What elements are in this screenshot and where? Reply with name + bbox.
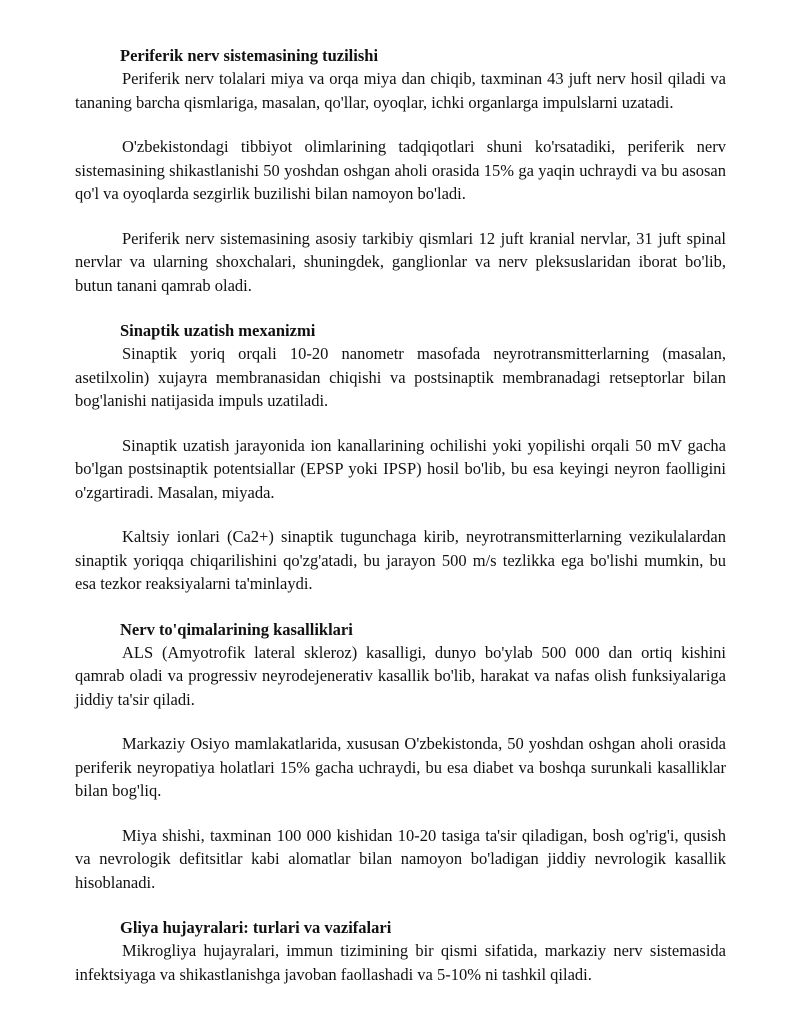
section-synaptic-transmission [75, 319, 726, 596]
section-peripheral-nervous-system [75, 44, 726, 297]
paragraph: Miya shishi, taxminan 100 000 kishidan 10-20 tasiga ta'sir qiladigan, bosh og'rig'i, qusish va nevrologik defitsitlar kabi alomatlar bilan namoyon bo'ladigan jiddiy nevrologik kasallik hisoblanadi. [75, 825, 726, 892]
paragraph: Sinaptik yoriq orqali 10-20 nanometr masofada neyrotransmitterlarning (masalan, asetilxolin) xujayra membranasidan chiqishi va postsinaptik membranadagi retseptorlar bilan bog'lanishi natijasida impuls uzatiladi. [75, 344, 726, 410]
paragraph: Periferik nerv sistemasining asosiy tarkibiy qismlari 12 juft kranial nervlar, 31 juft spinal nervlar va ularning shoxchalari, shuningdek, ganglionlar va nerv pleksuslaridan iborat bo'lib, butun tanani qamrab oladi. [75, 228, 726, 295]
section-heading: Nerv to'qimalarining kasalliklari [120, 619, 353, 639]
paragraph: Kaltsiy ionlari (Ca2+) sinaptik tugunchaga kirib, neyrotransmitterlarning vezikulalardan sinaptik yoriqqa chiqarilishini qo'zg'atadi, bu jarayon 500 m/s tezlikka ega bo'lishi mumkin, bu esa tezkor reaksiyalarni ta'minlaydi. [75, 527, 726, 593]
paragraph: Markaziy Osiyo mamlakatlarida, xususan O'zbekistonda, 50 yoshdan oshgan aholi orasida periferik neyropatiya holatlari 15% gacha uchraydi, bu esa diabet va boshqa surunkali kasalliklar bilan bog'liq. [75, 734, 726, 800]
paragraph: Mikrogliya hujayralari, immun tizimining bir qismi sifatida, markaziy nerv sistemasida infektsiyaga va shikastlanishga javoban faollashadi va 5-10% ni tashkil qiladi. [75, 941, 726, 984]
paragraph: ALS (Amyotrofik lateral skleroz) kasalligi, dunyo bo'ylab 500 000 dan ortiq kishini qamrab oladi va progressiv neyrodejenerativ kasallik bo'lib, harakat va nafas olish funksiyalariga jiddiy ta'sir qiladi. [75, 642, 726, 709]
paragraph: Periferik nerv tolalari miya va orqa miya dan chiqib, taxminan 43 juft nerv hosil qiladi va tananing barcha qismlariga, masalan, qo'llar, oyoqlar, ichki organlarga impulslarni uzatadi. [75, 69, 726, 112]
paragraph: Sinaptik uzatish jarayonida ion kanallarining ochilishi yoki yopilishi orqali 50 mV gacha bo'lgan postsinaptik potentsiallar (EPSP yoki IPSP) hosil bo'lib, bu esa keyingi neyron faolligini o'zgartiradi. Masalan, miyada. [75, 435, 726, 502]
section-heading: Periferik nerv sistemasining tuzilishi [120, 46, 379, 65]
section-heading: Gliya hujayralari: turlari va vazifalari [120, 918, 392, 937]
section-glial-cells [75, 916, 726, 986]
document-page [75, 44, 726, 986]
section-nerve-tissue-diseases [75, 618, 726, 895]
section-heading: Sinaptik uzatish mexanizmi [120, 321, 316, 340]
paragraph: O'zbekistondagi tibbiyot olimlarining tadqiqotlari shuni ko'rsatadiki, periferik nerv sistemasining shikastlanishi 50 yoshdan oshgan aholi orasida 15% ga yaqin uchraydi va bu asosan qo'l va oyoqlarda sezgirlik buzilishi bilan namoyon bo'ladi. [75, 137, 726, 203]
